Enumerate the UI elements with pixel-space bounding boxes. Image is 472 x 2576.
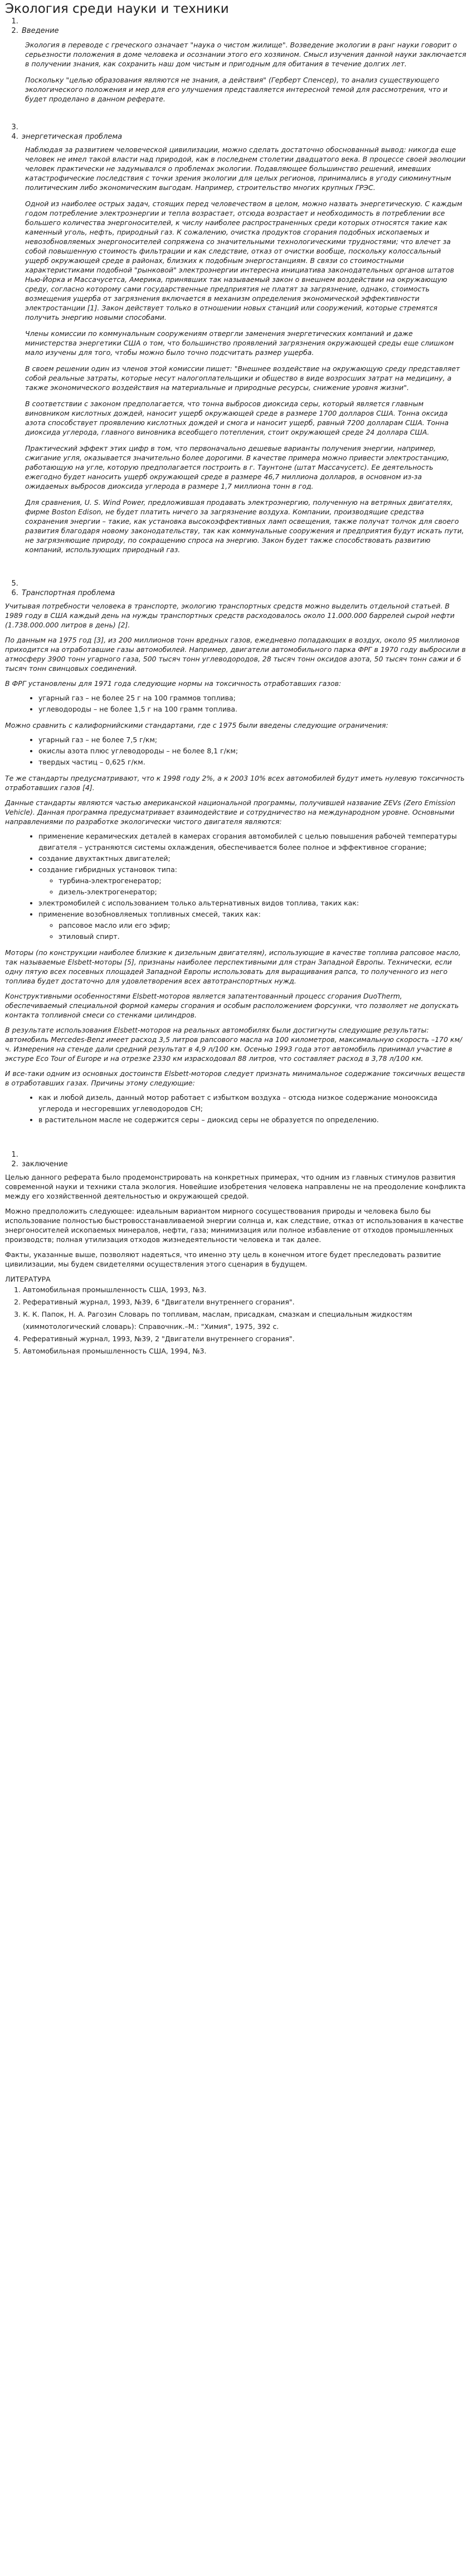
paragraph: Для сравнения, U. S. Wind Power, предложившая продавать электроэнергию, полученную на ветряных двигателях, фирме Boston Edison, не будет платить ничего за загрязнение воздуха. Компании, производящие средства сохранения энергии – такие, как установка высокоэффективных ламп освещения, также получат толчок для своего развития благодаря новому законодательству, так как коммунальные сооружения и предприятия будут искать пути, не загрязняющие природу, по сокращению спроса на энергию. Закон будет также способствовать развитию компаний, использующих природный газ.: [25, 498, 464, 554]
paragraph: По данным на 1975 год [3], из 200 миллионов тонн вредных газов, ежедневно попадающих в воздух, около 95 миллионов приходится на отработавшие газы автомобилей. Например, двигатели автомобильного парка ФРГ в 1970 году выбросили в атмосферу 3900 тонн угарного газа, 500 тысяч тонн углеводородов, 28 тысяч тонн оксидов азота, 50 тысяч тонн сажи и 6 тысяч тонн свинцовых соединений.: [5, 636, 466, 673]
paragraph: Можно сравнить с калифорнийскими стандартами, где с 1975 были введены следующие ограничения:: [5, 721, 388, 729]
elsbett-reasons-list: [5, 1092, 466, 1126]
reference-item: 4. Реферативный журнал, 1993, №39, 2 "Двигатели внутреннего сгорания".: [23, 1333, 466, 1345]
list-item: • применение керамических деталей в камерах сгорания автомобилей с целью повышения рабочей температуры двигателя – устраняются системы охлаждения, обеспечивается более полное и эффективное сгорание;: [38, 831, 466, 853]
section-list-intro: [5, 17, 466, 36]
list-item: • создание двухтактных двигателей;: [38, 853, 466, 864]
reference-item: 3. К. К. Папок, Н. А. Рагозин Словарь по топливам, маслам, присадкам, смазкам и специальным жидкостям (химмотологический словарь): Справочник.–М.: "Химия", 1975, 392 с.: [23, 1308, 466, 1333]
list-item: • углеводороды – не более 1,5 г на 100 грамм топлива.: [38, 704, 466, 715]
section-heading: 4. энергетическая проблема: [21, 132, 466, 142]
section-heading: [21, 17, 466, 26]
paragraph: Те же стандарты предусматривают, что к 1998 году 2%, а к 2003 10% всех автомобилей будут иметь нулевую токсичность отработавших газов [4].: [5, 774, 465, 792]
hybrid-types-list: [38, 875, 466, 898]
section-heading: 2. заключение: [21, 1160, 466, 1169]
paragraph: Факты, указанные выше, позволяют надеяться, что именно эту цель в конечном итоге будет преследовать развитие цивилизации, мы будем свидетелями осуществления этого сценария в будущем.: [5, 1250, 441, 1268]
section-list-transport: [5, 579, 466, 598]
paragraph: Целью данного реферата было продемонстрировать на конкретных примерах, что одним из главных стимулов развития современной науки и техники стала экология. Новейшие изобретения человека направлены не на преодоление конфликта между его хозяйственной деятельностью и окружающей средой.: [5, 1173, 466, 1200]
reference-item: 5. Автомобильная промышленность США, 1994, №3.: [23, 1345, 466, 1357]
fuel-types-list: [38, 920, 466, 942]
reference-item: 2. Реферативный журнал, 1993, №39, 6 "Двигатели внутреннего сгорания".: [23, 1296, 466, 1308]
paragraph: Моторы (по конструкции наиболее близкие к дизельным двигателям), использующие в качестве топлива рапсовое масло, так называемые Elsbett-моторы [5], признаны наиболее перспективными для стран Западной Европы. Технически, если одну пятую всех посевных площадей Западной Европы использовать для выращивания рапса, то полученного из него топлива будет достаточно для удовлетворения всех автотранспортных нужд.: [5, 948, 461, 985]
list-item: ◦ этиловый спирт.: [59, 931, 466, 942]
paragraph: В соответствии с законом предполагается, что тонна выбросов диоксида серы, который является главным виновником кислотных дождей, наносит ущерб окружающей среде в размере 1700 долларов США. Тонна оксида азота способствует проявлению кислотных дождей и смога и наносит ущерб, равный 7200 долларам США. Тонна диоксида углерода, главного виновника всеобщего потепления, стоит окружающей среде 24 доллара США.: [25, 400, 449, 436]
list-item: • в растительном масле не содержится серы – диоксид серы не образуется по определению.: [38, 1114, 466, 1126]
frg-norms-list: [5, 693, 466, 715]
section-list-energy: [5, 123, 466, 142]
list-item: ◦ рапсовое масло или его эфир;: [59, 920, 466, 931]
paragraph: Экология в переводе с греческого означает "наука о чистом жилище". Возведение экологии в ранг науки говорит о серьезности положения в доме человека и осознании этого его хозяином. Смысл изучения данной науки заключается в получении знания, как сохранить наш дом чистым и пригодным для обитания в течение долгих лет.: [25, 41, 466, 68]
section-heading: [21, 1150, 466, 1160]
list-item: [38, 909, 466, 942]
section-heading: [21, 123, 466, 132]
list-item-text: применение возобновляемых топливных смесей, таких как:: [38, 910, 261, 918]
paragraph: И все-таки одним из основных достоинств Elsbett-моторов следует признать минимальное содержание токсичных веществ в отработавших газах. Причины этому следующие:: [5, 1069, 465, 1087]
section-heading: 2. Введение: [21, 26, 466, 36]
paragraph: Можно предположить следующее: идеальным вариантом мирного сосуществования природы и человека было бы использование полностью быстровосстанавливаемой энергии солнца и, как следствие, отказ от использования в качестве энергоносителей ископаемых минералов, нефти, газа; минимизация или полное избавление от отходов промышленных производств; полная утилизация отходов жизнедеятельности человека и так далее.: [5, 1207, 464, 1244]
list-item: • угарный газ – не более 7,5 г/км;: [38, 734, 466, 746]
list-item: ◦ турбина-электрогенератор;: [59, 875, 466, 887]
paragraph: В ФРГ установлены для 1971 года следующие нормы на токсичность отработавших газов:: [5, 679, 342, 688]
list-item: • электромобилей с использованием только альтернативных видов топлива, таких как:: [38, 898, 466, 909]
paragraph: В результате использования Elsbett-моторов на реальных автомобилях были достигнуты следующие результаты: автомобиль Mercedes-Benz имеет расход 3,5 литров рапсового масла на 100 километров, максимальную скорость –170 км/ч. Измерения на стенде дали средний результат в 4,9 л/100 км. Осенью 1993 года этот автомобиль принимал участие в экстуре Eco Tour of Europe и на отрезке 2330 км израсходовал 88 литров, что составляет расход в 3,78 л/100 км.: [5, 1026, 463, 1063]
paragraph: Члены комиссии по коммунальным сооружениям отвергли заменения энергетических компаний и даже министерства энергетики США о том, что большинство проявлений загрязнения окружающей среды еще слишком мало изучены для того, чтобы можно было точно подсчитать размер ущерба.: [25, 329, 454, 357]
paragraph: Наблюдая за развитием человеческой цивилизации, можно сделать достаточно обоснованный вывод: никогда еще человек не имел такой власти над природой, как в последнем столетии двадцатого века. В процессе своей эволюции человек практически не задумывался о проблемах экологии. Подавляющее большинство решений, имевших катастрофические последствия с точки зрения экологии для целых регионов, принимались в угоду сиюминутным политическим либо экономическим выгодам. Например, строительство многих крупных ГРЭС.: [25, 145, 466, 192]
list-item: • твердых частиц – 0,625 г/км.: [38, 757, 466, 768]
list-item: • окислы азота плюс углеводороды – не более 8,1 г/км;: [38, 746, 466, 757]
paragraph: Практический эффект этих цифр в том, что первоначально дешевые варианты получения энергии, например, сжигание угля, оказывается значительно более дорогими. В качестве примера можно привести электростанцию, работающую на угле, которую предполагается построить в г. Таунтоне (штат Массачусетс). Ее деятельность ежегодно будет наносить ущерб окружающей среде в размере 46,7 миллиона долларов, в основном из-за ожидаемых выбросов диоксида углерода в размере 1,7 миллиона тонн в год.: [25, 444, 450, 490]
paragraph: Учитывая потребности человека в транспорте, экологию транспортных средств можно выделить отдельной статьей. В 1989 году в США каждый день на нужды транспортных средств расходовалось около 11.000.000 баррелей сырой нефти (1.738.000.000 литров в день) [2].: [5, 602, 455, 629]
references-list: [5, 1284, 466, 1357]
reference-item: 1. Автомобильная промышленность США, 1993, №3.: [23, 1284, 466, 1296]
list-item: • угарный газ – не более 25 г на 100 граммов топлива;: [38, 693, 466, 704]
list-item: [38, 864, 466, 898]
paragraph: Одной из наиболее острых задач, стоящих перед человечеством в целом, можно назвать энергетическую. С каждым годом потребление электроэнергии и тепла возрастает, отсюда возрастает и необходимость в потреблении все большего количества энергоносителей, к числу наиболее распространенных среди которых относятся такие как каменный уголь, нефть, природный газ. К сожалению, очистка продуктов сгорания подобных ископаемых и невозобновляемых энергоносителей сопряжена со значительными технологическими трудностями; что влечет за собой повышенную стоимость фильтрации и как следствие, отказ от очистки вообще, поскольку колоссальный ущерб окружающей среде в районах, близких к подобным энергостанциям. В связи со стоимостными характеристиками подобной "рынковой" электроэнергии интересна инициатива законодательных органов штатов Нью-Йорка и Массачусетса, Америка, принявших так называемый закон о внешнем воздействии на окружающую среду, согласно которому сами государственные предприятия не платят за загрязнение, однако, стоимость возмещения ущерба от загрязнения включается в механизм определения экономической эффективности электростанции [1]. Закон действует только в отношении новых станций или сооружений, которые стремятся получить энергию новыми способами.: [25, 199, 463, 322]
page-title: Экология среди науки и техники: [5, 2, 229, 16]
list-item: ◦ дизель-электрогенератор;: [59, 887, 466, 898]
paragraph: Данные стандарты являются частью американской национальной программы, получившей название ZEVs (Zero Emission Vehicle). Данная программа предусматривает взаимодействие и сотрудничество на международном уровне. Основными направлениями по разработке экологически чистого двигателя являются:: [5, 798, 456, 826]
paragraph: Поскольку "целью образования являются не знания, а действия" (Герберт Спенсер), то анализ существующего экологического положения и мер для его улучшения представляется интересной темой для рассмотрения, что и будет проделано в данном реферате.: [25, 76, 448, 103]
engine-directions-list: [5, 831, 466, 942]
list-item: • как и любой дизель, данный мотор работает с избытком воздуха – отсюда низкое содержание монооксида углерода и несгоревших углеводородов СН;: [38, 1092, 466, 1114]
paragraph: В своем решении один из членов этой комиссии пишет: "Внешнее воздействие на окружающую среду представляет собой реальные затраты, которые несут налогоплательщики и общество в виде возросших затрат на медицину, а также экономического воздействия на материальные и природные ресурсы, снижение уровня жизни".: [25, 364, 460, 392]
section-list-conclusion: [5, 1150, 466, 1169]
section-heading: [21, 579, 466, 588]
section-heading: 6. Транспортная проблема: [21, 588, 466, 598]
california-norms-list: [5, 734, 466, 768]
paragraph: Конструктивными особенностями Elsbett-моторов является запатентованный процесс сгорания DuoTherm, обеспечиваемый специальной формой камеры сгорания и особым расположением форсунки, что позволяет не допускать контакта топливной смеси со стенками цилиндров.: [5, 992, 459, 1019]
list-item-text: создание гибридных установок типа:: [38, 865, 177, 874]
references-heading: ЛИТЕРАТУРА: [5, 1275, 51, 1283]
